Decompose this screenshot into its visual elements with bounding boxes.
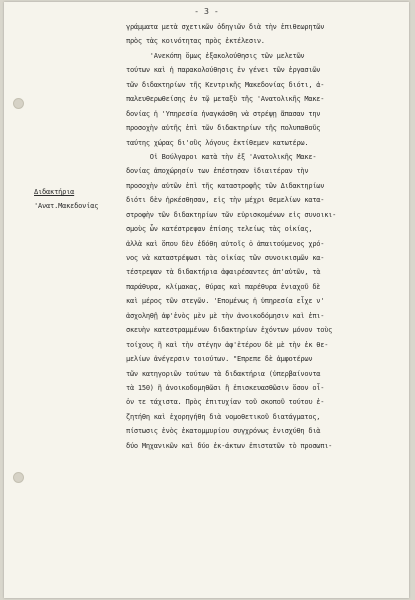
text-line: σκευὴν κατεστραμμένων διδακτηρίων ἐχόντων μόνον τοὺς <box>126 326 333 335</box>
text-line: σμοὺς ὧν κατέστρεψαν ἐπίσης τελείως τὰς οἰκίας, <box>126 225 313 234</box>
text-line: ὀν τε τάχιστα. Πρὸς ἐπιτυχίαν τοῦ σκοποῦ τούτου ἐ- <box>126 398 325 407</box>
margin-heading: Διδακτήρια <box>34 188 75 196</box>
text-line: δονίας ἀποχώρησίν των ἐπέστησαν ἰδιαιτέραν τὴν <box>126 167 309 176</box>
paragraph <box>126 49 398 150</box>
text-line: μελίων ἀνέγερσιν τοιούτων. "Επρεπε δὲ ἀμφοτέρων <box>126 355 313 364</box>
binder-hole <box>13 98 24 109</box>
text-line: προσοχὴν αὐτῆς ἐπὶ τῶν διδακτηρίων τῆς πολυπαθοῦς <box>126 124 321 133</box>
text-line: ἀσχοληθῇ ἀφ'ἑνὸς μὲν μὲ τὴν ἀνοικοδόμησιν καὶ ἐπι- <box>126 311 325 320</box>
text-line: δονίας ἡ 'Υπηρεσία ἠναγκάσθη νὰ στρέψῃ ἅπασαν την <box>126 109 321 118</box>
text-line: πίστωσις ἑνὸς ἑκατομμυρίου συγχρόνως ἐνισχύθη διὰ <box>126 427 321 436</box>
text-line: προσοχὴν αὐτῶν ἐπὶ τῆς καταστροφῆς τῶν Διδακτηρίων <box>126 181 325 190</box>
binder-hole <box>13 472 24 483</box>
text-line: παλευθερωθείσης ἐν τῷ μεταξὺ τῆς 'Ανατολικῆς Μακε- <box>126 95 325 104</box>
margin-subheading: 'Ανατ.Μακεδονίας <box>34 202 99 211</box>
text-line: Οἱ Βούλγαροι κατὰ τὴν ἐξ 'Ανατολικῆς Μακε- <box>126 152 317 161</box>
text-line: τῶν διδακτηρίων τῆς Κεντρικῆς Μακεδονίας διότι, ἀ- <box>126 80 325 89</box>
text-line: δύο Μηχανικῶν καὶ δύο ἐκ-άκτων ἐπιστατῶν τὸ προσωπι- <box>126 441 333 450</box>
text-line: ἀλλὰ καὶ ὅπου δὲν ἐδόθη αὐτοῖς ὁ ἀπαιτούμενος χρό- <box>126 239 325 248</box>
text-line: στροφὴν τῶν διδακτηρίων τῶν εὐρισκομένων εἰς συνοικι- <box>126 210 337 219</box>
page-number: - 3 - <box>194 6 219 16</box>
text-line: ταύτης χώρας δι'οὓς λόγους ἐκτίθεμεν κατωτέρω. <box>126 138 309 147</box>
text-line: τοίχους ἢ καὶ τὴν στέγην ἀφ'ἑτέρου δὲ μὲ τὴν ἐκ θε- <box>126 340 329 349</box>
paragraph <box>126 150 398 453</box>
text-line: διότι δὲν ἠρκέσθησαν, εἰς τὴν μέχρι θεμελίων κατα- <box>126 196 325 205</box>
document-page <box>4 2 409 598</box>
text-line: πρὸς τὰς κοινότητας πρὸς ἐκτέλεσιν. <box>126 37 265 46</box>
text-line: τέστρεψαν τὰ διδακτήρια ἀφαιρέσαντες ἀπ'αὐτῶν, τὰ <box>126 268 321 277</box>
text-line: τῶν κατηγοριῶν τούτων τὰ διδακτήρια (ὑπερβαίνοντα <box>126 369 321 378</box>
text-line: παράθυρα, κλίμακας, θύρας καὶ παρέθυρα ἐνιαχοῦ δὲ <box>126 282 321 291</box>
text-line: καὶ μέρος τῶν στεγῶν. 'Επομένως ἡ ὑπηρεσία εἶχε ν' <box>126 297 325 306</box>
text-line: 'Ανεκόπη ὅμως ἐξακολούθησις τῶν μελετῶν <box>126 51 305 60</box>
text-line: νος νὰ καταστρέψωσι τὰς οἰκίας τῶν συνοικισμῶν κα- <box>126 254 325 262</box>
document-body <box>126 20 398 453</box>
text-line: γράμματα μετὰ σχετικῶν ὁδηγιῶν διὰ τὴν ἐπιθεωρητῶν <box>126 23 325 31</box>
paragraph <box>126 20 398 49</box>
margin-note <box>34 185 124 214</box>
text-line: τούτων καὶ ἡ παρακολούθησις ἐν γένει τῶν ἐργασιῶν <box>126 66 321 75</box>
text-line: ζητήθη καὶ ἐχορηγήθη διὰ νομοθετικοῦ διατάγματος, <box>126 412 321 421</box>
text-line: τὰ 150) ἢ ἀνοικοδομηθῶσι ἢ ἐπισκευασθῶσιν ὅσον οἷ- <box>126 383 325 392</box>
